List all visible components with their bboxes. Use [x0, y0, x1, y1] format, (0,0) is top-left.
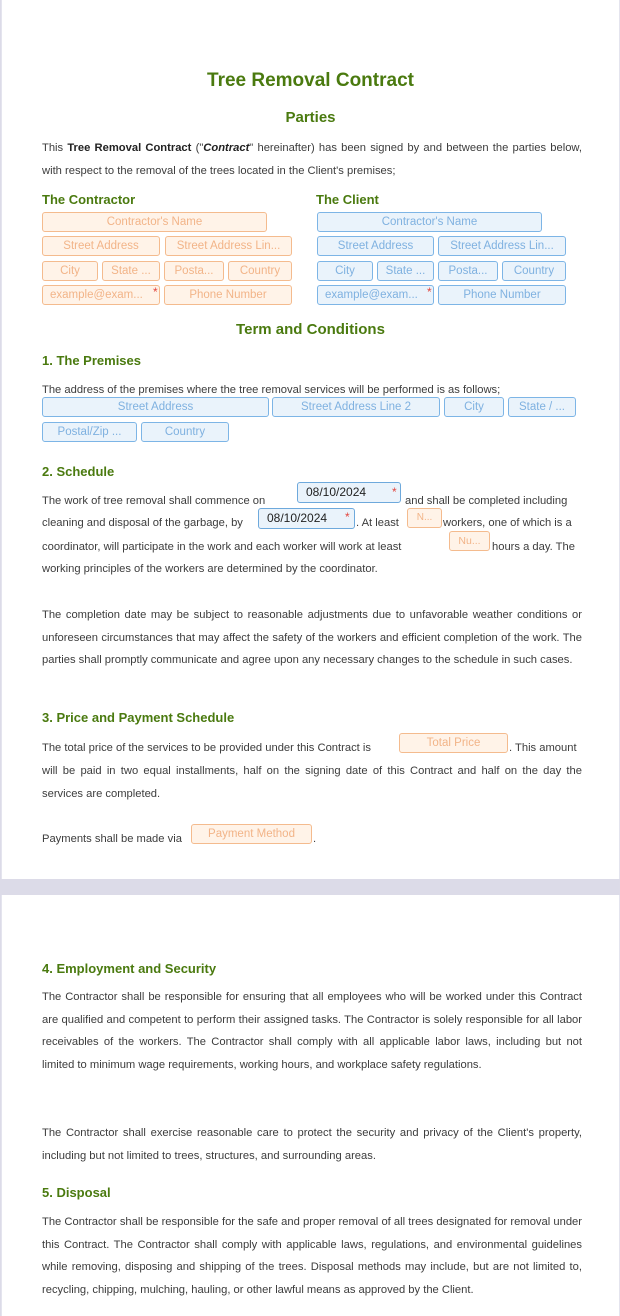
client-street-field[interactable]: Street Address	[317, 236, 434, 256]
schedule-line3-post: hours a day. The	[492, 541, 575, 553]
document-title: Tree Removal Contract	[207, 70, 414, 91]
hours-field[interactable]: Nu...	[449, 531, 490, 551]
required-asterisk: *	[427, 285, 432, 299]
employment-paragraph-1: The Contractor shall be responsible for ensuring that all employees who will be worked under this Contract are qualified and competent to perform their assigned tasks. The Contractor is solely responsible for all labor receivables of the workers. The Contractor shall comply with all applicable labor laws, including but not limited to minimum wage requirements, working hours, and workplace safety regulations.	[42, 991, 582, 1071]
contractor-street2-field[interactable]: Street Address Lin...	[165, 236, 292, 256]
contractor-email-field[interactable]: example@exam...	[42, 285, 160, 305]
workers-count-field[interactable]: N...	[407, 508, 442, 528]
client-name-field[interactable]: Contractor's Name	[317, 212, 542, 232]
total-price-field[interactable]: Total Price	[399, 733, 508, 753]
price-heading: 3. Price and Payment Schedule	[42, 710, 235, 725]
client-country-field[interactable]: Country	[502, 261, 566, 281]
client-street2-field[interactable]: Street Address Lin...	[438, 236, 566, 256]
contractor-name-field[interactable]: Contractor's Name	[42, 212, 267, 232]
schedule-heading: 2. Schedule	[42, 464, 115, 479]
start-date-field[interactable]: 08/10/2024	[297, 482, 401, 503]
premises-heading: 1. The Premises	[42, 353, 141, 368]
schedule-paragraph-2: The completion date may be subject to reasonable adjustments due to unfavorable weather conditions or unforeseen circumstances that may affect the safety of the workers and efficient completion of the work. The parties shall promptly communicate and agree upon any necessary changes to the schedule in such cases.	[42, 609, 582, 667]
employment-paragraph-2: The Contractor shall exercise reasonable care to protect the security and privacy of the Client's property, including but not limited to trees, structures, and surrounding areas.	[42, 1127, 582, 1162]
schedule-line2-post: workers, one of which is a	[443, 517, 572, 529]
schedule-line1-pre: The work of tree removal shall commence on	[42, 495, 266, 507]
price-line1-pre: The total price of the services to be provided under this Contract is	[42, 742, 371, 754]
contract-page-2	[1, 895, 620, 1316]
terms-heading: Term and Conditions	[236, 321, 385, 338]
employment-heading: 4. Employment and Security	[42, 961, 217, 976]
payment-line-post: .	[313, 833, 317, 845]
disposal-paragraph: The Contractor shall be responsible for the safe and proper removal of all trees designated for removal under this Contract. The Contractor shall comply with applicable laws, regulations, and environmental guidelines while removing, disposing and shipping of the trees. Disposal methods may include, but are not limited to, recycling, chipping, mulching, hauling, or other lawful means as approved by the Client.	[42, 1216, 582, 1296]
client-email-field[interactable]: example@exam...	[317, 285, 434, 305]
contractor-country-field[interactable]: Country	[228, 261, 292, 281]
premises-postal-field[interactable]: Postal/Zip ...	[42, 422, 137, 442]
parties-heading: Parties	[285, 109, 336, 126]
premises-state-field[interactable]: State / ...	[508, 397, 576, 417]
schedule-line1-post: and shall be completed including	[405, 495, 568, 507]
premises-street2-field[interactable]: Street Address Line 2	[272, 397, 440, 417]
contractor-postal-field[interactable]: Posta...	[164, 261, 224, 281]
client-city-field[interactable]: City	[317, 261, 373, 281]
intro-contract-title: Tree Removal Contract	[67, 142, 192, 154]
contractor-state-field[interactable]: State ...	[102, 261, 160, 281]
schedule-line2-pre: cleaning and disposal of the garbage, by	[42, 517, 243, 529]
premises-country-field[interactable]: Country	[141, 422, 229, 442]
premises-text: The address of the premises where the tree removal services will be performed is as follows;	[42, 384, 501, 396]
price-line1-post: . This amount	[509, 742, 577, 754]
disposal-heading: 5. Disposal	[42, 1185, 111, 1200]
schedule-line4: working principles of the workers are determined by the coordinator.	[42, 563, 378, 575]
client-state-field[interactable]: State ...	[377, 261, 434, 281]
payment-method-field[interactable]: Payment Method	[191, 824, 312, 844]
contractor-phone-field[interactable]: Phone Number	[164, 285, 292, 305]
premises-street-field[interactable]: Street Address	[42, 397, 269, 417]
price-paragraph: will be paid in two equal installments, half on the signing date of this Contract and half on the day the services are completed.	[42, 765, 582, 800]
premises-city-field[interactable]: City	[444, 397, 504, 417]
schedule-line2-mid: . At least	[356, 517, 399, 529]
schedule-line3-pre: coordinator, will participate in the work and each worker will work at least	[42, 541, 402, 553]
client-phone-field[interactable]: Phone Number	[438, 285, 566, 305]
contractor-street-field[interactable]: Street Address	[42, 236, 160, 256]
required-asterisk: *	[153, 285, 158, 299]
client-heading: The Client	[316, 192, 379, 207]
required-asterisk: *	[392, 485, 397, 499]
contractor-heading: The Contractor	[42, 192, 136, 207]
contract-page-1	[1, 0, 620, 879]
intro-contract-word: Contract	[203, 142, 250, 154]
payment-line-pre: Payments shall be made via	[42, 833, 182, 845]
contractor-city-field[interactable]: City	[42, 261, 98, 281]
client-postal-field[interactable]: Posta...	[438, 261, 498, 281]
intro-paragraph: This Tree Removal Contract ("Contract" hereinafter) has been signed by and between the parties below, with respect to the removal of the trees located in the Client's premises;	[42, 142, 582, 177]
end-date-field[interactable]: 08/10/2024	[258, 508, 355, 529]
required-asterisk: *	[345, 510, 350, 524]
